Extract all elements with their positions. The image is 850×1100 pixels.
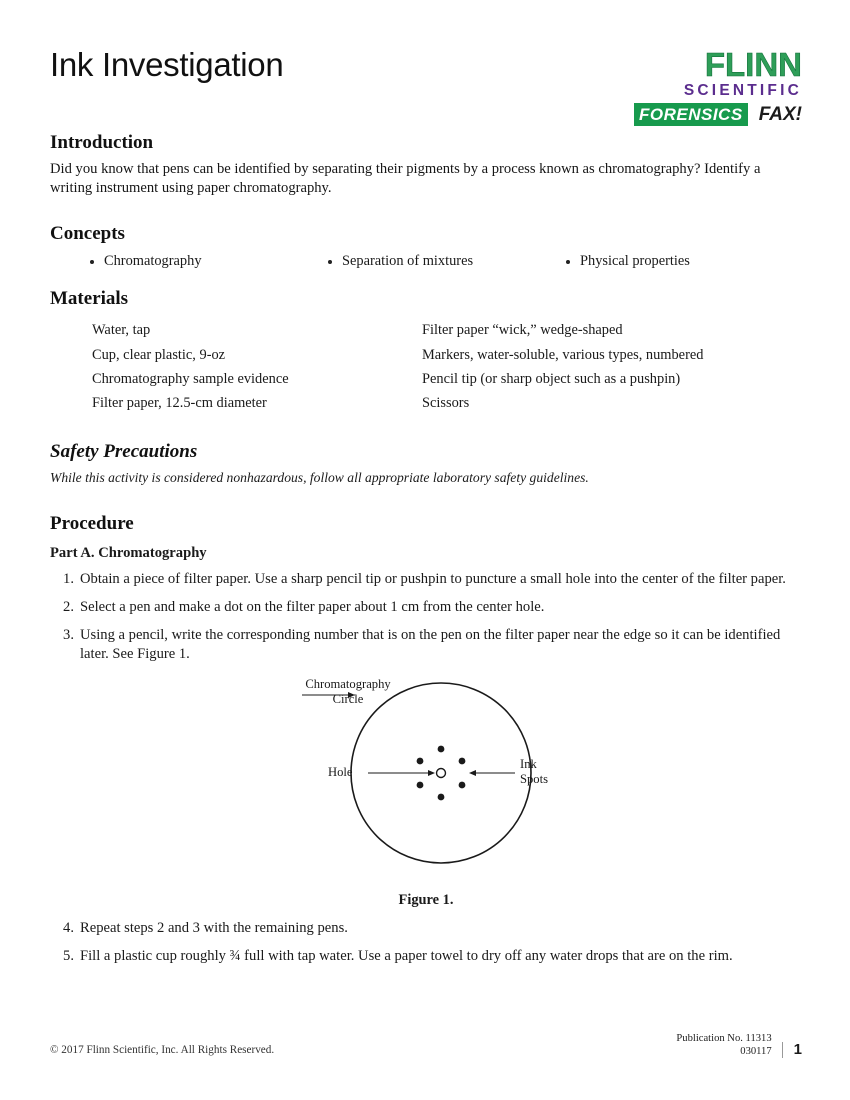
procedure-part-heading: Part A. Chromatography (50, 544, 207, 561)
material-item: Water, tap (92, 322, 151, 339)
logo-series-text: FORENSICS (634, 103, 748, 126)
step-number: 4. (63, 919, 74, 936)
materials-heading: Materials (50, 288, 129, 310)
material-item: Scissors (422, 394, 470, 411)
safety-text: While this activity is considered nonhazardous, follow all appropriate laboratory safety guidelines. (50, 470, 589, 486)
list-item (50, 598, 802, 617)
material-item: Markers, water-soluble, various types, numbered (422, 346, 704, 363)
step-number: 5. (63, 947, 74, 964)
publication-code: 030117 (740, 1045, 772, 1057)
concept-label: Physical properties (580, 253, 690, 270)
concept-item (326, 253, 564, 270)
document-header (50, 40, 802, 132)
arrow-head (428, 770, 435, 776)
figure-label-chromatography-circle (293, 677, 403, 707)
ink-spot (459, 781, 466, 788)
publication-number: Publication No. 11313 (676, 1032, 772, 1044)
introduction-heading: Introduction (50, 132, 154, 153)
procedure-steps-continued (50, 919, 802, 966)
list-item (50, 947, 802, 966)
figure-label-line: Ink (520, 756, 537, 771)
ink-spot (438, 745, 445, 752)
material-item: Pencil tip (or sharp object such as a pushpin) (422, 370, 681, 387)
page-number: 1 (782, 1042, 802, 1058)
list-item (50, 626, 802, 664)
spacer (50, 415, 802, 441)
ink-spot (438, 793, 445, 800)
step-number: 2. (63, 598, 74, 615)
step-text: Using a pencil, write the corresponding number that is on the pen on the filter paper near the edge so it can be identified later. See Figure 1. (80, 626, 781, 662)
logo-subtitle-text: SCIENTIFIC (683, 82, 802, 99)
concept-item (564, 253, 802, 270)
figure-caption: Figure 1. (398, 891, 454, 908)
material-item: Cup, clear plastic, 9-oz (92, 346, 226, 363)
materials-list (50, 318, 802, 415)
step-number: 1. (63, 570, 74, 587)
bullet-icon (566, 260, 570, 264)
copyright-text: © 2017 Flinn Scientific, Inc. All Rights Reserved. (50, 1044, 275, 1056)
introduction-text: Did you know that pens can be identified by separating their pigments by a process known as chromatography? Identify a writing instrument using paper chromatography. (50, 161, 761, 196)
ink-spot (459, 757, 466, 764)
chromatography-circle-diagram (50, 673, 802, 873)
step-text: Repeat steps 2 and 3 with the remaining pens. (80, 919, 348, 936)
publication-info (676, 1032, 781, 1058)
page-footer (50, 1020, 802, 1058)
list-item (50, 570, 802, 589)
concepts-heading: Concepts (50, 223, 125, 245)
step-text: Obtain a piece of filter paper. Use a sharp pencil tip or pushpin to puncture a small hole into the center of the filter paper. (80, 570, 786, 587)
logo-series-bar (634, 103, 802, 128)
step-text: Fill a plastic cup roughly ¾ full with tap water. Use a paper towel to dry off any water drops that are on the rim. (80, 947, 733, 964)
material-item: Filter paper, 12.5-cm diameter (92, 394, 267, 411)
figure-label-line: Circle (332, 691, 364, 706)
center-hole-shape (437, 768, 446, 777)
spacer (50, 909, 802, 919)
figure-1 (50, 673, 802, 888)
footer-right-block (676, 1032, 802, 1058)
spacer (50, 270, 802, 288)
spacer (50, 197, 802, 223)
bullet-icon (328, 260, 332, 264)
arrow-head (469, 770, 476, 776)
page-content (50, 40, 802, 975)
spacer (50, 487, 802, 513)
flinn-logo (634, 48, 802, 128)
figure-label-hole: Hole (328, 764, 353, 779)
list-item (50, 919, 802, 938)
bullet-icon (90, 260, 94, 264)
material-item: Filter paper “wick,” wedge-shaped (422, 322, 623, 339)
logo-series-suffix-text: FAX! (758, 104, 802, 125)
page-title: Ink Investigation (50, 46, 284, 83)
procedure-steps (50, 570, 802, 664)
concept-item (88, 253, 326, 270)
ink-spot (417, 781, 424, 788)
figure-label-ink-spots (520, 757, 548, 787)
logo-brand-text: FLINN (704, 46, 802, 83)
step-text: Select a pen and make a dot on the filter paper about 1 cm from the center hole. (80, 598, 545, 615)
step-number: 3. (63, 626, 74, 643)
ink-spot (417, 757, 424, 764)
concept-label: Chromatography (104, 253, 202, 270)
safety-heading: Safety Precautions (50, 441, 198, 463)
concept-label: Separation of mixtures (342, 253, 474, 270)
materials-column-right (422, 318, 752, 415)
procedure-heading: Procedure (50, 512, 134, 534)
materials-column-left (92, 318, 422, 415)
concepts-list (50, 253, 802, 270)
material-item: Chromatography sample evidence (92, 370, 289, 387)
figure-label-line: Spots (520, 771, 548, 786)
figure-label-line: Chromatography (305, 676, 391, 691)
